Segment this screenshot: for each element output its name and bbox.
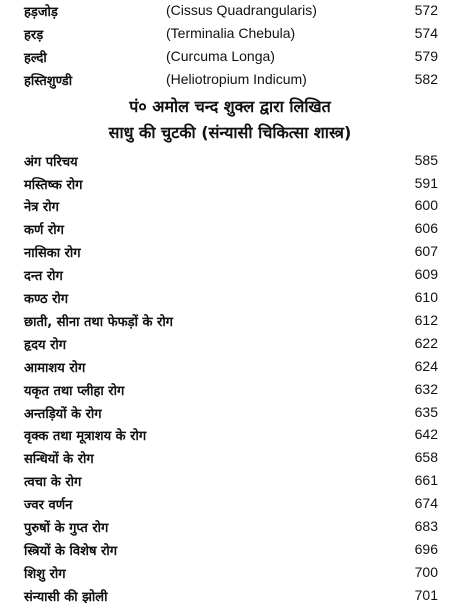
toc-label: पुरुषों के गुप्त रोग: [24, 521, 109, 536]
toc-label: आमाशय रोग: [24, 361, 86, 376]
toc-page-number: 612: [414, 312, 438, 328]
herb-page-number: 579: [414, 48, 438, 64]
toc-label: दन्त रोग: [24, 269, 63, 284]
toc-page-number: 632: [414, 381, 438, 397]
toc-row: [0, 175, 460, 198]
toc-page-number: 674: [414, 495, 438, 511]
toc-row: [0, 449, 460, 472]
toc-page-number: 624: [414, 358, 438, 374]
toc-label: संन्यासी की झोली: [24, 590, 108, 605]
toc-row: [0, 152, 460, 175]
toc-row: [0, 564, 460, 587]
toc-label: स्त्रियों के विशेष रोग: [24, 544, 118, 559]
toc-label: शिशु रोग: [24, 567, 66, 582]
toc-page-number: 610: [414, 289, 438, 305]
toc-label: कर्ण रोग: [24, 223, 64, 238]
herb-latin-name: (Heliotropium Indicum): [166, 71, 307, 87]
toc-row: [0, 243, 460, 266]
toc-row: [0, 472, 460, 495]
herb-latin-name: (Terminalia Chebula): [166, 25, 296, 41]
toc-label: ज्वर वर्णन: [24, 498, 73, 513]
toc-page-number: 622: [414, 335, 438, 351]
herb-hindi-name: हल्दी: [24, 51, 47, 66]
toc-label: यकृत तथा प्लीहा रोग: [24, 384, 125, 399]
toc-page-number: 696: [414, 541, 438, 557]
toc-row: [0, 381, 460, 404]
toc-label: नेत्र रोग: [24, 200, 59, 215]
toc-label: वृक्क तथा मूत्राशय के रोग: [24, 429, 147, 444]
herb-entry-row: [0, 69, 460, 92]
toc-label: अंग परिचय: [24, 155, 78, 170]
toc-row: [0, 541, 460, 564]
herb-hindi-name: हड़जोड़: [24, 5, 58, 20]
herb-entry-row: [0, 46, 460, 69]
herb-latin-name: (Curcuma Longa): [166, 48, 275, 64]
toc-label: छाती, सीना तथा फेफड़ों के रोग: [24, 315, 174, 330]
toc-row: [0, 197, 460, 220]
toc-page-number: 609: [414, 266, 438, 282]
toc-row: [0, 404, 460, 427]
toc-page-number: 607: [414, 243, 438, 259]
toc-page-number: 642: [414, 426, 438, 442]
toc-label: त्वचा के रोग: [24, 475, 82, 490]
toc-row: [0, 518, 460, 541]
toc-page-number: 683: [414, 518, 438, 534]
toc-label: मस्तिष्क रोग: [24, 178, 83, 193]
herb-page-number: 572: [414, 2, 438, 18]
section-title: साधु की चुटकी (संन्यासी चिकित्सा शास्त्र): [108, 123, 352, 142]
toc-page-number: 606: [414, 220, 438, 236]
herb-latin-name: (Cissus Quadrangularis): [166, 2, 317, 18]
herb-page-number: 582: [414, 71, 438, 87]
toc-page-number: 600: [414, 197, 438, 213]
toc-row: [0, 495, 460, 518]
herb-page-number: 574: [414, 25, 438, 41]
toc-page-number: 701: [414, 587, 438, 603]
toc-row: [0, 220, 460, 243]
toc-row: [0, 266, 460, 289]
toc-page-number: 635: [414, 404, 438, 420]
toc-row: [0, 312, 460, 335]
toc-label: हृदय रोग: [24, 338, 67, 353]
toc-row: [0, 587, 460, 610]
herb-hindi-name: हस्तिशुण्डी: [24, 74, 73, 89]
herb-entry-row: [0, 23, 460, 46]
toc-page-number: 661: [414, 472, 438, 488]
toc-label: कण्ठ रोग: [24, 292, 69, 307]
toc-page-number: 658: [414, 449, 438, 465]
toc-label: सन्धियों के रोग: [24, 452, 94, 467]
toc-label: अन्तड़ियों के रोग: [24, 407, 102, 422]
herb-entry-row: [0, 0, 460, 23]
toc-label: नासिका रोग: [24, 246, 81, 261]
section-author-line: पं० अमोल चन्द शुक्ल द्वारा लिखित: [129, 97, 331, 116]
toc-row: [0, 358, 460, 381]
toc-page-number: 700: [414, 564, 438, 580]
toc-row: [0, 426, 460, 449]
toc-row: [0, 335, 460, 358]
herb-hindi-name: हरड़: [24, 28, 44, 43]
toc-row: [0, 289, 460, 312]
toc-page-number: 585: [414, 152, 438, 168]
toc-page-number: 591: [414, 175, 438, 191]
